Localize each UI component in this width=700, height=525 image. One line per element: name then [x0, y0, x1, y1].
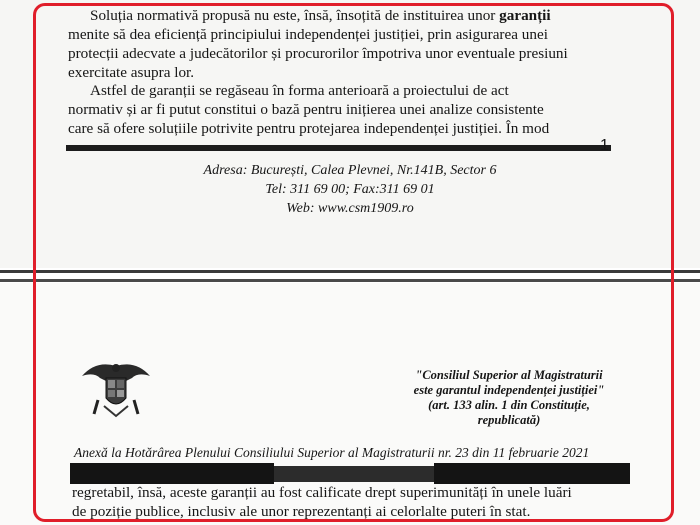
- motto-line: (art. 133 alin. 1 din Constituție,: [428, 398, 590, 412]
- motto-line: republicată): [477, 413, 541, 427]
- address-line: Adresa: București, Calea Plevnei, Nr.141B, Sector 6: [203, 163, 497, 178]
- paragraph-2: [68, 81, 624, 138]
- motto-block: [404, 368, 614, 428]
- page-break: [0, 268, 700, 283]
- coat-of-arms-icon: [76, 356, 156, 420]
- motto-line: "Consiliul Superior al Magistraturii: [415, 368, 603, 382]
- website-line: Web: www.csm1909.ro: [286, 201, 414, 216]
- page-break-line: [0, 270, 700, 273]
- phone-fax-line: Tel: 311 69 00; Fax:311 69 01: [265, 182, 435, 197]
- footer-rule: [66, 145, 611, 151]
- paragraph-line: regretabil, însă, aceste garanții au fost calificate drept superimunități în unele luări: [72, 484, 572, 501]
- motto-line: este garantul independenței justiției": [413, 383, 605, 397]
- paragraph-line: Astfel de garanții se regăseau în forma anterioară a proiectului de act: [90, 82, 509, 99]
- paragraph-line: menite să dea eficiență principiului independenței justiției, prin asigurarea unei: [68, 26, 548, 43]
- paragraph-line: care să ofere soluțiile potrivite pentru protejarea independenței justiției. În mod: [68, 120, 550, 137]
- page-number: 1: [600, 137, 609, 154]
- paragraph-3: [72, 483, 632, 521]
- paragraph-line: Soluția normativă propusă nu este, însă, însoțită de instituirea unor garanții: [90, 7, 551, 24]
- paragraph-line: de poziție publice, inclusiv ale unor reprezentanți ai celorlalte puteri în stat.: [72, 503, 531, 520]
- redaction-bar: [434, 463, 630, 484]
- annex-header: Anexă la Hotărârea Plenului Consiliului Superior al Magistraturii nr. 23 din 11 februarie 2021: [74, 445, 590, 460]
- redaction-bar: [70, 463, 274, 484]
- paragraph-1: [68, 6, 624, 82]
- page-break-line: [0, 279, 700, 282]
- paragraph-line: exercitate asupra lor.: [68, 64, 195, 81]
- redaction-bar: [274, 466, 434, 482]
- paragraph-line: normativ și ar fi putut constitui o bază pentru inițierea unei analize consistente: [68, 101, 544, 118]
- bold-term: garanții: [499, 7, 551, 24]
- paragraph-line: protecții adecvate a judecătorilor și procurorilor împotriva unor eventuale presiuni: [68, 45, 568, 62]
